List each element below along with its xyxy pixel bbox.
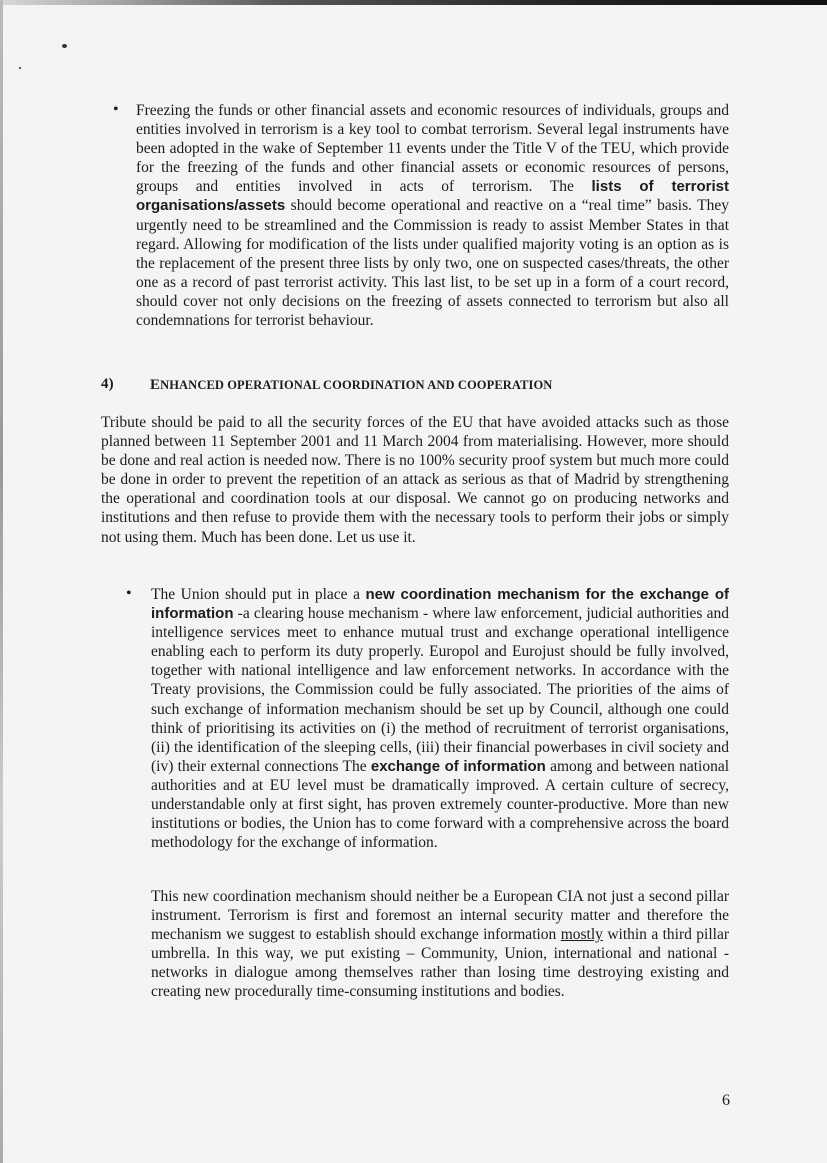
tribute-paragraph: Tribute should be paid to all the security forces of the EU that have avoided attacks such as those planned between 11 September 2001 and 11 March 2004 from materialising. However, more should be done and real action is needed now. There is no 100% security proof system but much more could be done in order to prevent the repetition of an attack as serious as that of Madrid by strengthening the operational and coordination tools at our disposal. We cannot go on producing networks and institutions and then refuse to provide them with the necessary tools to perform their jobs or simply not using them. Much has been done. Let us use it. xyxy=(101,414,729,546)
section-title: ENHANCED OPERATIONAL COORDINATION AND COOPERATION xyxy=(150,377,553,393)
bold-phrase: new coordination mechanism for the exchange of information xyxy=(151,586,729,623)
bold-phrase: lists of terrorist organisations/assets xyxy=(136,178,729,215)
coordination-mechanism-paragraph: The Union should put in place a new coordination mechanism for the exchange of information -a clearing house mechanism - where law enforcement, judicial authorities and intelligence services meet to enhance mutual trust and exchange operational intelligence enabling each to perform its duty properly. Europol and Eurojust should be fully involved, together with national intelligence and law enforcement networks. In accordance with the Treaty provisions, the Commission could be fully associated. The priorities of the aims of such exchange of information mechanism should be set up by Council, although one could think of prioritising its activities on (i) the method of recruitment of terrorist organisations, (ii) the identification of the sleeping cells, (iii) their financial powerbases in civil society and (iv) their external connections The exchange of information among and between national authorities and at EU level must be dramatically improved. A certain culture of secrecy, understandable only at first sight, has proven extremely counter-productive. More than new institutions or bodies, the Union has to come forward with a comprehensive across the board methodology for the exchange of information. xyxy=(151,586,730,852)
underlined-word: mostly xyxy=(560,926,603,944)
scan-speck xyxy=(19,67,21,69)
scan-speck xyxy=(62,44,67,48)
bullet-icon: • xyxy=(126,585,132,602)
section-number: 4) xyxy=(101,376,114,392)
bold-phrase: exchange of information xyxy=(370,757,546,775)
page-number: 6 xyxy=(722,1092,730,1109)
freezing-funds-paragraph: Freezing the funds or other financial assets and economic resources of individuals, groups and entities involved in terrorism is a key tool to combat terrorism. Several legal instruments have been adopted in the wake of September 11 events under the Title V of the TEU, which provide for the freezing of the funds and other financial assets or economic resources of persons, groups and entities involved in acts of terrorism. The lists of terrorist organisations/assets should become operational and reactive on a “real time” basis. They urgently need to be streamlined and the Commission is ready to assist Member States in that regard. Allowing for modification of the lists under qualified majority voting is an option as is the replacement of the present three lists by only two, one on suspected cases/threats, the other one as a record of past terrorist activity. This last list, to be set up in a form of a court record, should cover not only decisions on the freezing of assets connected to terrorism but also all condemnations for terrorist behaviour. xyxy=(136,102,729,330)
third-pillar-paragraph: This new coordination mechanism should neither be a European CIA not just a second pillar instrument. Terrorism is first and foremost an internal security matter and therefore the mechanism we suggest to establish should exchange information mostly within a third pillar umbrella. In this way, we put existing – Community, Union, international and national - networks in dialogue among themselves rather than losing time destroying existing and creating new procedurally time-consuming institutions and bodies. xyxy=(151,888,730,1001)
scan-top-edge xyxy=(0,0,827,5)
bullet-icon: • xyxy=(113,101,119,118)
scan-left-edge xyxy=(0,0,3,1163)
